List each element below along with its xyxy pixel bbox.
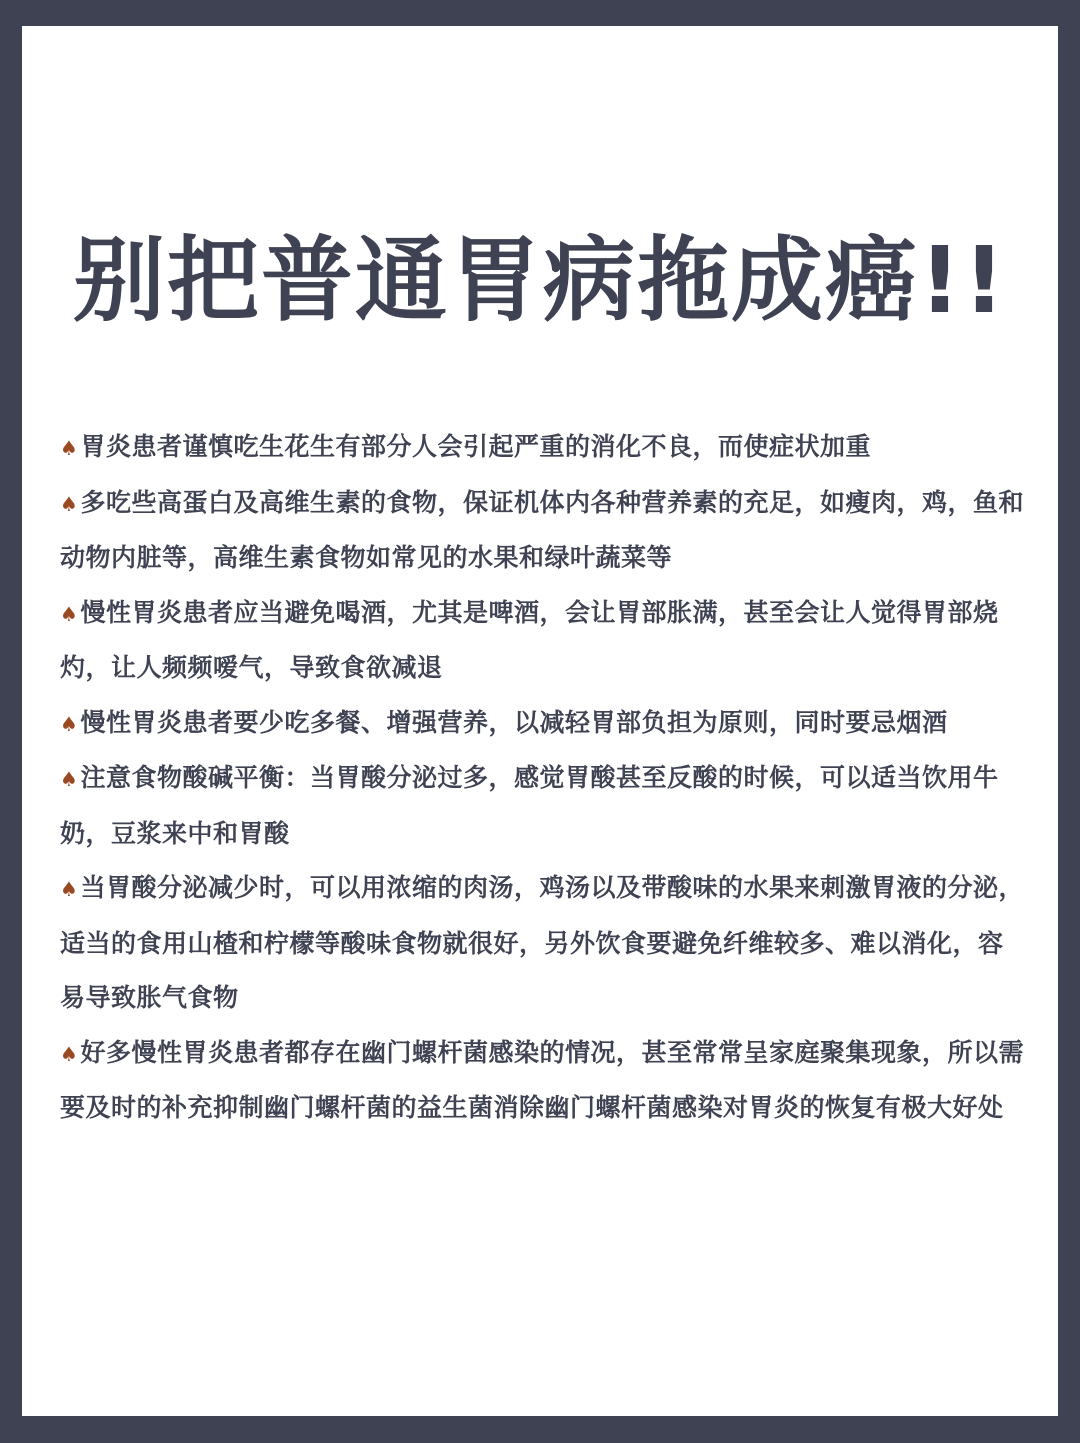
tips-list	[60, 420, 1028, 1136]
tip-paragraph	[60, 1026, 1028, 1136]
tip-text: 好多慢性胃炎患者都存在幽门螺杆菌感染的情况，甚至常常呈家庭聚集现象，所以需要及时的补充抑制幽门螺杆菌的益生菌消除幽门螺杆菌感染对胃炎的恢复有极大好处	[60, 1037, 1024, 1122]
tip-text: 注意食物酸碱平衡：当胃酸分泌过多，感觉胃酸甚至反酸的时候，可以适当饮用牛奶，豆浆来中和胃酸	[60, 763, 999, 848]
page-title: 别把普通胃病拖成癌!!	[73, 227, 1007, 334]
tip-paragraph	[60, 420, 1028, 476]
tip-text: 胃炎患者谨慎吃生花生有部分人会引起严重的消化不良，而使症状加重	[80, 432, 871, 461]
tip-paragraph	[60, 476, 1028, 586]
tip-text: 当胃酸分泌减少时，可以用浓缩的肉汤，鸡汤以及带酸味的水果来刺激胃液的分泌，适当的食用山楂和柠檬等酸味食物就很好，另外饮食要避免纤维较多、难以消化，容易导致胀气食物	[60, 873, 1024, 1012]
spade-icon: ♠	[60, 601, 79, 626]
tip-text: 慢性胃炎患者要少吃多餐、增强营养，以减轻胃部负担为原则，同时要忌烟酒	[80, 707, 948, 737]
spade-icon: ♠	[60, 711, 79, 736]
tip-text: 慢性胃炎患者应当避免喝酒，尤其是啤酒，会让胃部胀满，甚至会让人觉得胃部烧灼，让人频频嗳气，导致食欲减退	[60, 597, 999, 682]
spade-icon: ♠	[60, 767, 79, 791]
spade-icon: ♠	[60, 1041, 79, 1066]
tip-paragraph	[60, 861, 1028, 1026]
tip-paragraph	[60, 751, 1028, 861]
spade-icon: ♠	[60, 491, 79, 516]
tip-paragraph	[60, 586, 1028, 696]
spade-icon: ♠	[60, 436, 79, 460]
tip-paragraph	[60, 696, 1028, 752]
tip-text: 多吃些高蛋白及高维生素的食物，保证机体内各种营养素的充足，如瘦肉，鸡，鱼和动物内脏等，高维生素食物如常见的水果和绿叶蔬菜等	[60, 487, 1024, 572]
content-card	[22, 26, 1058, 1416]
spade-icon: ♠	[60, 877, 79, 901]
